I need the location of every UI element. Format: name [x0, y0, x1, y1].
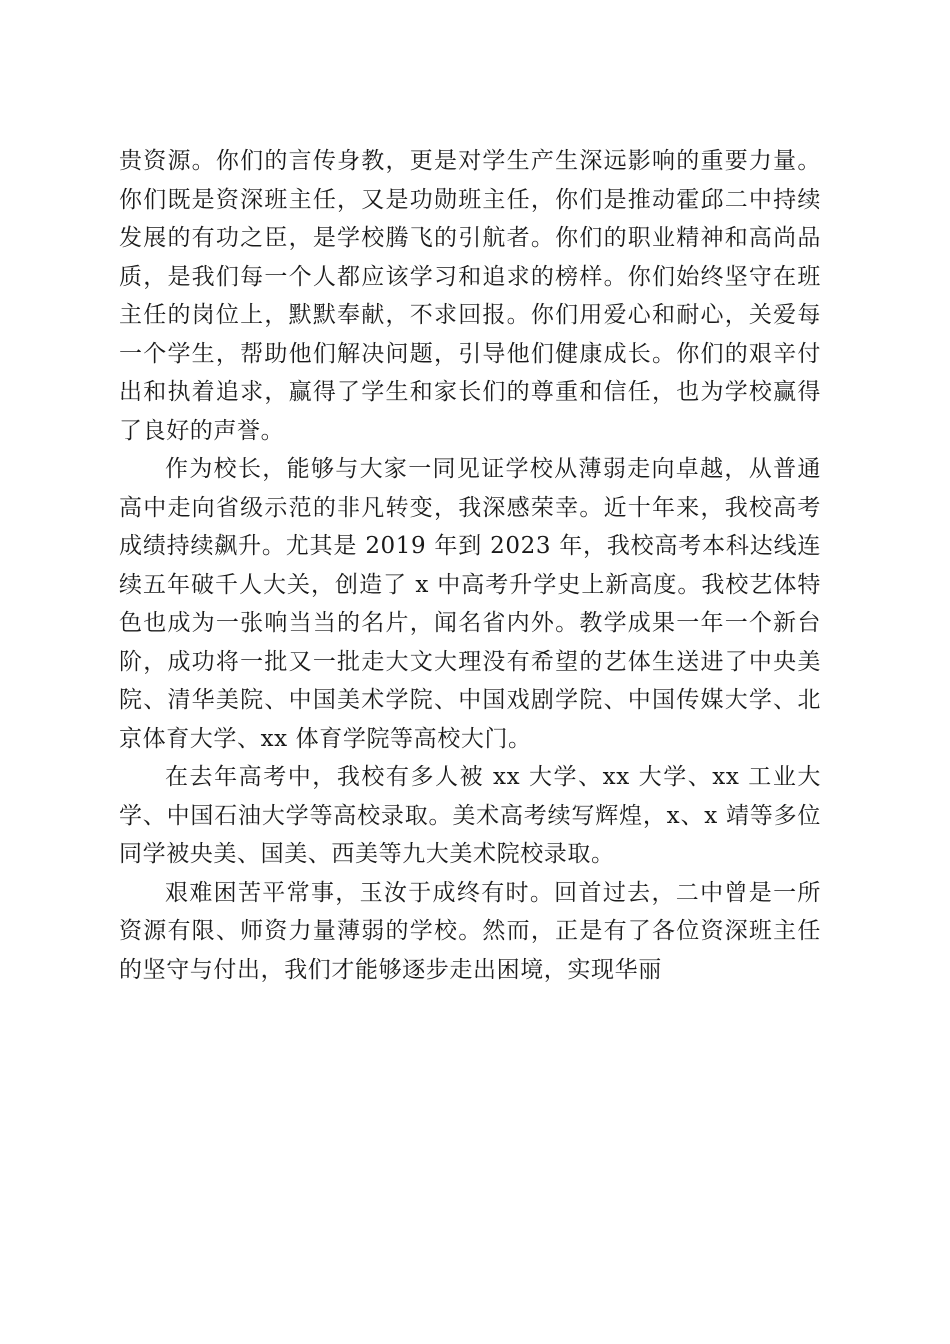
- paragraph-continuation: 贵资源。你们的言传身教，更是对学生产生深远影响的重要力量。你们既是资深班主任，又是功勋班主任，你们是推动霍邱二中持续发展的有功之臣，是学校腾飞的引航者。你们的职业精神和高尚品质，是我们每一个人都应该学习和追求的榜样。你们始终坚守在班主任的岗位上，默默奉献，不求回报。你们用爱心和耐心，关爱每一个学生，帮助他们解决问题，引导他们健康成长。你们的艰辛付出和执着追求，赢得了学生和家长们的尊重和信任，也为学校赢得了良好的声誉。: [119, 148, 821, 444]
- paragraph-principal-remarks: 作为校长，能够与大家一同见证学校从薄弱走向卓越，从普通高中走向省级示范的非凡转变，我深感荣幸。近十年来，我校高考成绩持续飙升。尤其是 2019 年到 2023 年，我校高考本科达线连续五年破千人大关，创造了 x 中高考升学史上新高度。我校艺体特色也成为一张响当当的名片，闻名省内外。教学成果一年一个新台阶，成功将一批又一批走大文大理没有希望的艺体生送进了中央美院、清华美院、中国美术学院、中国戏剧学院、中国传媒大学、北京体育大学、xx 体育学院等高校大门。: [119, 456, 821, 752]
- document-body: [119, 142, 821, 989]
- paragraph-retrospective: 艰难困苦平常事，玉汝于成终有时。回首过去，二中曾是一所资源有限、师资力量薄弱的学校。然而，正是有了各位资深班主任的坚守与付出，我们才能够逐步走出困境，实现华丽: [119, 879, 821, 983]
- paragraph-admissions: 在去年高考中，我校有多人被 xx 大学、xx 大学、xx 工业大学、中国石油大学等高校录取。美术高考续写辉煌，x、x 靖等多位同学被央美、国美、西美等九大美术院校录取。: [119, 764, 821, 867]
